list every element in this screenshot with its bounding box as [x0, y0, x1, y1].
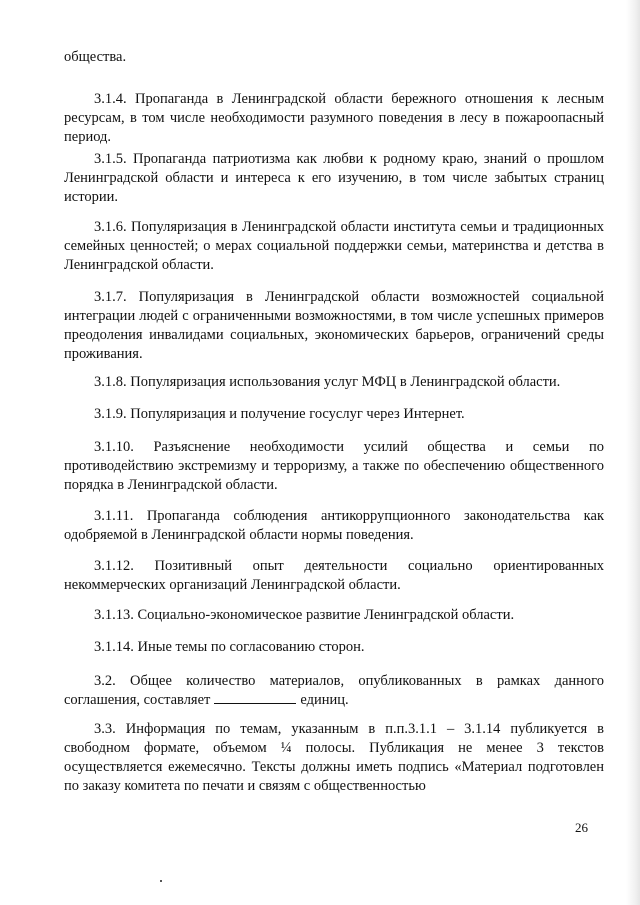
paragraph-3-1-14: 3.1.14. Иные темы по согласованию сторон.: [94, 639, 365, 655]
paragraph-3-1-8: 3.1.8. Популяризация использования услуг МФЦ в Ленинградской области.: [94, 374, 561, 390]
paragraph-3-1-4: 3.1.4. Пропаганда в Ленинградской области бережного отношения к лесным ресурсам, в том числе необходимости разумного поведения в лесу в пожароопасный период.: [64, 91, 604, 145]
paragraph-3-1-13: 3.1.13. Социально-экономическое развитие Ленинградской области.: [94, 607, 515, 623]
paragraph-3-2-text: 3.2. Общее количество материалов, опубликованных в рамках данного соглашения, составляет: [64, 673, 604, 708]
paragraph-3-1-9: 3.1.9. Популяризация и получение госуслуг через Интернет.: [94, 406, 465, 422]
paragraph-3-1-5: 3.1.5. Пропаганда патриотизма как любви к родному краю, знаний о прошлом Ленинградской области и интереса к его изучению, в том числе забытых страниц истории.: [64, 151, 604, 205]
paragraph-3-1-7: 3.1.7. Популяризация в Ленинградской области возможностей социальной интеграции людей с ограниченными возможностями, в том числе успешных примеров преодоления инвалидами социальных, экономических барьеров, ограничений среды проживания.: [64, 289, 604, 362]
scan-speck: [160, 880, 162, 882]
paragraph-3-1-10: 3.1.10. Разъяснение необходимости усилий общества и семьи по противодействию экстремизму и терроризму, а также по обеспечению общественного порядка в Ленинградской области.: [64, 439, 604, 493]
paragraph-3-2: [64, 672, 604, 710]
paragraph-continuation: общества.: [64, 49, 127, 65]
fill-in-blank-line: [214, 691, 296, 704]
page-number: 26: [575, 820, 588, 835]
paragraph-3-1-11: 3.1.11. Пропаганда соблюдения антикоррупционного законодательства как одобряемой в Ленинградской области нормы поведения.: [64, 508, 604, 543]
paragraph-3-1-6: 3.1.6. Популяризация в Ленинградской области института семьи и традиционных семейных ценностей; о мерах социальной поддержки семьи, материнства и детства в Ленинградской области.: [64, 219, 604, 273]
scan-edge-shadow: [626, 0, 640, 905]
paragraph-3-1-12: 3.1.12. Позитивный опыт деятельности социально ориентированных некоммерческих организаций Ленинградской области.: [64, 558, 604, 593]
paragraph-3-2-units: единиц.: [300, 692, 349, 708]
paragraph-3-3: 3.3. Информация по темам, указанным в п.п.3.1.1 – 3.1.14 публикуется в свободном формате, объемом ¼ полосы. Публикация не менее 3 текстов осуществляется ежемесячно. Тексты должны иметь подпись «Материал подготовлен по заказу комитета по печати и связям с общественностью: [64, 721, 604, 794]
